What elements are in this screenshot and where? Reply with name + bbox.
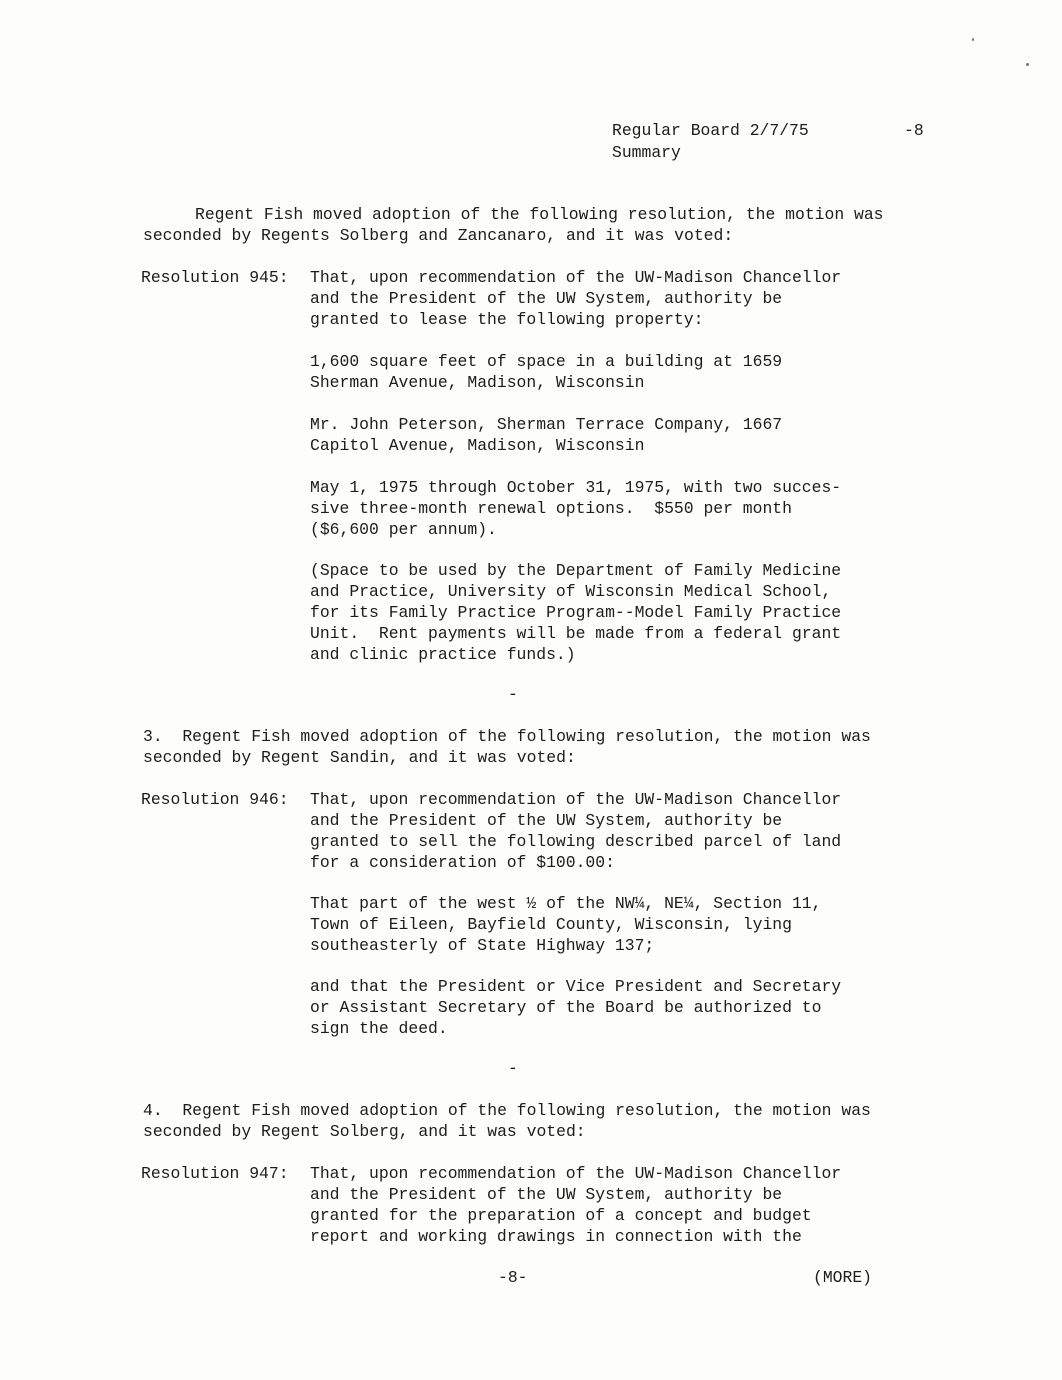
scan-speck [1026, 63, 1029, 66]
resolution-947-label: Resolution 947: [141, 1164, 289, 1183]
separator-dash: - [508, 685, 518, 704]
resolution-946-body: That, upon recommendation of the UW-Madison Chancellor and the President of the UW System, authority be granted to sell the following described parcel of land for a consideration of $100.00: [310, 790, 842, 872]
header-board-line: Regular Board 2/7/75 [612, 121, 809, 140]
paragraph-3: 3. Regent Fish moved adoption of the following resolution, the motion was seconded by Regent Sandin, and it was voted: [143, 727, 871, 767]
resolution-945-lessor: Mr. John Peterson, Sherman Terrace Company, 1667 Capitol Avenue, Madison, Wisconsin [310, 415, 783, 455]
separator-dash: - [508, 1059, 518, 1078]
footer-more: (MORE) [813, 1268, 873, 1287]
resolution-947-body: That, upon recommendation of the UW-Madison Chancellor and the President of the UW System, authority be granted for the preparation of a concept and budget report and working drawings in connection with the [310, 1164, 842, 1246]
resolution-945-use: (Space to be used by the Department of Family Medicine and Practice, University of Wisconsin Medical School, for its Family Practice Program--Model Family Practice Unit. Rent payments will be made from a federal grant and clinic practice funds.) [310, 561, 842, 664]
resolution-946-deed: and that the President or Vice President and Secretary or Assistant Secretary of the Board be authorized to sign the deed. [310, 977, 842, 1038]
top-page-number: -8 [904, 121, 924, 140]
resolution-945-term: May 1, 1975 through October 31, 1975, with two succes- sive three-month renewal options. $550 per month ($6,600 per annum). [310, 478, 842, 539]
header-summary-line: Summary [612, 143, 681, 162]
footer-page-number: -8- [498, 1268, 528, 1287]
intro-paragraph: Regent Fish moved adoption of the following resolution, the motion was seconded by Regents Solberg and Zancanaro, and it was voted: [143, 205, 884, 245]
resolution-946-parcel: That part of the west ½ of the NW¼, NE¼, Section 11, Town of Eileen, Bayfield County, Wisconsin, lying southeasterly of State Highway 137; [310, 894, 822, 955]
paragraph-4: 4. Regent Fish moved adoption of the following resolution, the motion was seconded by Regent Solberg, and it was voted: [143, 1101, 871, 1141]
resolution-945-label: Resolution 945: [141, 268, 289, 287]
resolution-945-property: 1,600 square feet of space in a building at 1659 Sherman Avenue, Madison, Wisconsin [310, 352, 783, 392]
resolution-946-label: Resolution 946: [141, 790, 289, 809]
resolution-945-body: That, upon recommendation of the UW-Madison Chancellor and the President of the UW System, authority be granted to lease the following property: [310, 268, 842, 329]
scan-speck [972, 38, 974, 41]
